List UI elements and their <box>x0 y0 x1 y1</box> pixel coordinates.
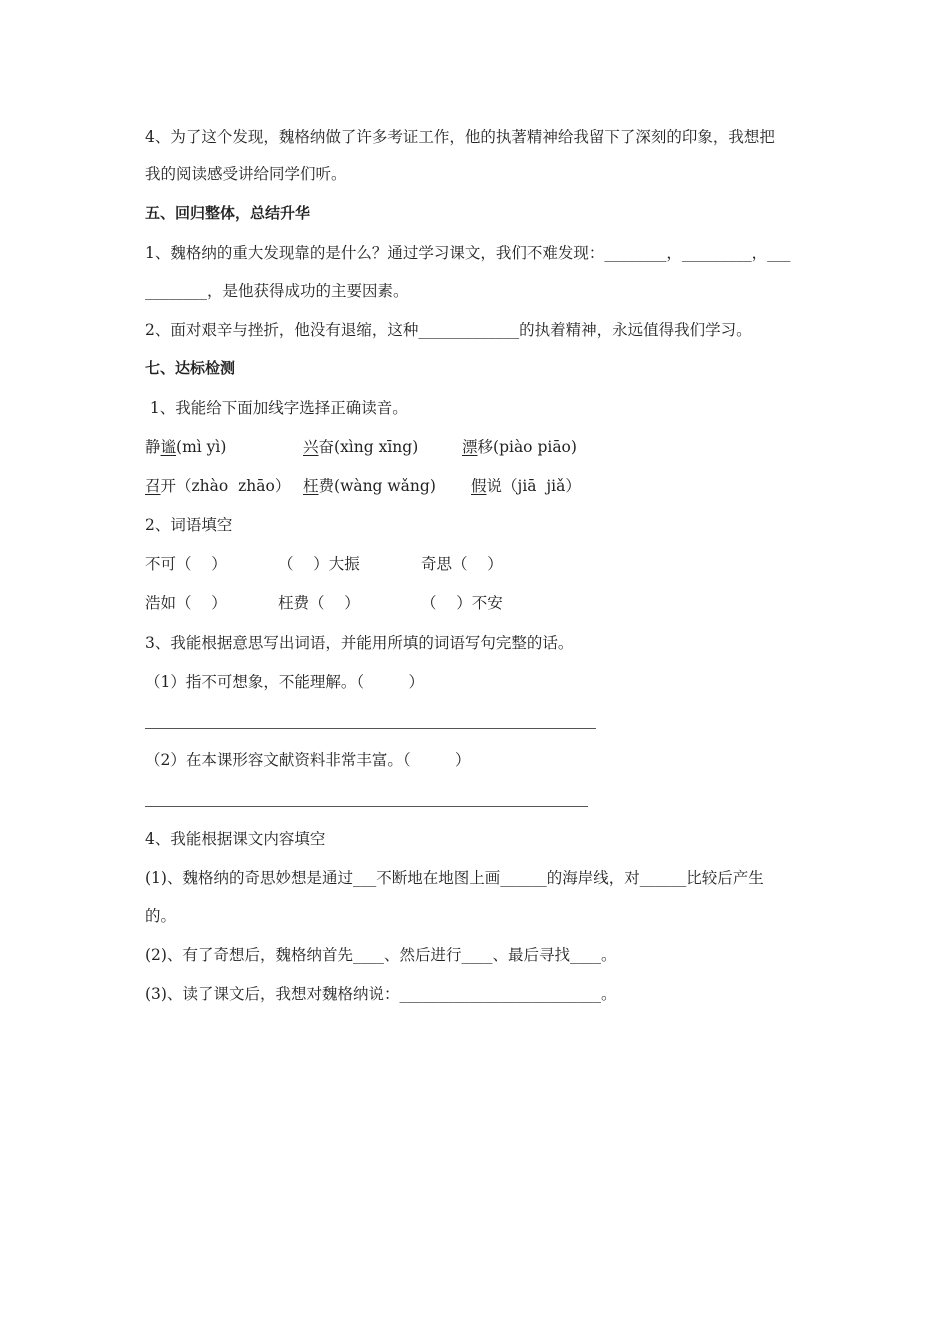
section7-q3-title: 3、我能根据意思写出词语，并能用所填的词语写句完整的话。 <box>145 634 574 652</box>
underlined-char: 召 <box>145 477 161 495</box>
section5-q2: 2、面对艰辛与挫折，他没有退缩，这种_____________的执着精神，永远值得我们学习。 <box>145 321 752 339</box>
pinyin-options: 费(wàng wǎng) <box>318 477 436 495</box>
underlined-char: 兴 <box>303 438 319 456</box>
word-fill-item: 不可（ ） <box>145 555 227 573</box>
pinyin-pre: 静 <box>145 438 161 456</box>
pinyin-options: 奋(xìng xīng) <box>318 438 419 456</box>
word-fill-item: （ ）不安 <box>421 594 503 612</box>
section7-q4-item1-line2: 的。 <box>145 907 177 925</box>
pinyin-options: (mì yì) <box>176 438 227 456</box>
answer-line <box>145 806 588 807</box>
pinyin-item <box>471 475 581 497</box>
section7-q3-item2: （2）在本课形容文献资料非常丰富。（ ） <box>145 751 471 769</box>
underlined-char: 枉 <box>303 477 319 495</box>
pinyin-options: 说（jiā jiǎ） <box>486 477 581 495</box>
word-fill-item: 奇思（ ） <box>421 555 503 573</box>
underlined-char: 谧 <box>160 438 177 456</box>
pinyin-options: 移(piào piāo) <box>477 438 577 456</box>
section5-heading: 五、回归整体，总结升华 <box>145 204 311 222</box>
section7-q4-item1-line1: (1)、魏格纳的奇思妙想是通过___不断地在地图上画______的海岸线，对______比较后产生 <box>145 869 764 887</box>
underlined-char: 假 <box>471 477 487 495</box>
section7-q1-title: 1、我能给下面加线字选择正确读音。 <box>145 399 408 417</box>
section7-q3-item1: （1）指不可想象，不能理解。（ ） <box>145 673 424 691</box>
section5-q1-line1: 1、魏格纳的重大发现靠的是什么？通过学习课文，我们不难发现：________，_________，___ <box>145 244 791 262</box>
pinyin-item <box>303 475 436 497</box>
pinyin-item <box>462 436 577 458</box>
pinyin-options: 开（zhào zhāo） <box>160 477 291 495</box>
word-fill-item: 浩如（ ） <box>145 594 227 612</box>
intro-q4-line1: 4、为了这个发现，魏格纳做了许多考证工作，他的执著精神给我留下了深刻的印象，我想把 <box>145 128 775 146</box>
answer-line <box>145 728 596 729</box>
section7-q2-title: 2、词语填空 <box>145 516 233 534</box>
word-fill-item: 枉费（ ） <box>278 594 360 612</box>
pinyin-item <box>303 436 418 458</box>
pinyin-item <box>145 475 290 497</box>
pinyin-item <box>145 436 226 458</box>
section7-q4-item2: (2)、有了奇想后，魏格纳首先____、然后进行____、最后寻找____。 <box>145 946 617 964</box>
section5-q1-line2: ________，是他获得成功的主要因素。 <box>145 282 409 300</box>
word-fill-item: （ ）大振 <box>278 555 360 573</box>
section7-heading: 七、达标检测 <box>145 359 236 377</box>
intro-q4-line2: 我的阅读感受讲给同学们听。 <box>145 165 347 183</box>
section7-q4-title: 4、我能根据课文内容填空 <box>145 830 326 848</box>
underlined-char: 漂 <box>462 438 478 456</box>
section7-q4-item3: (3)、读了课文后，我想对魏格纳说：__________________________。 <box>145 985 617 1003</box>
